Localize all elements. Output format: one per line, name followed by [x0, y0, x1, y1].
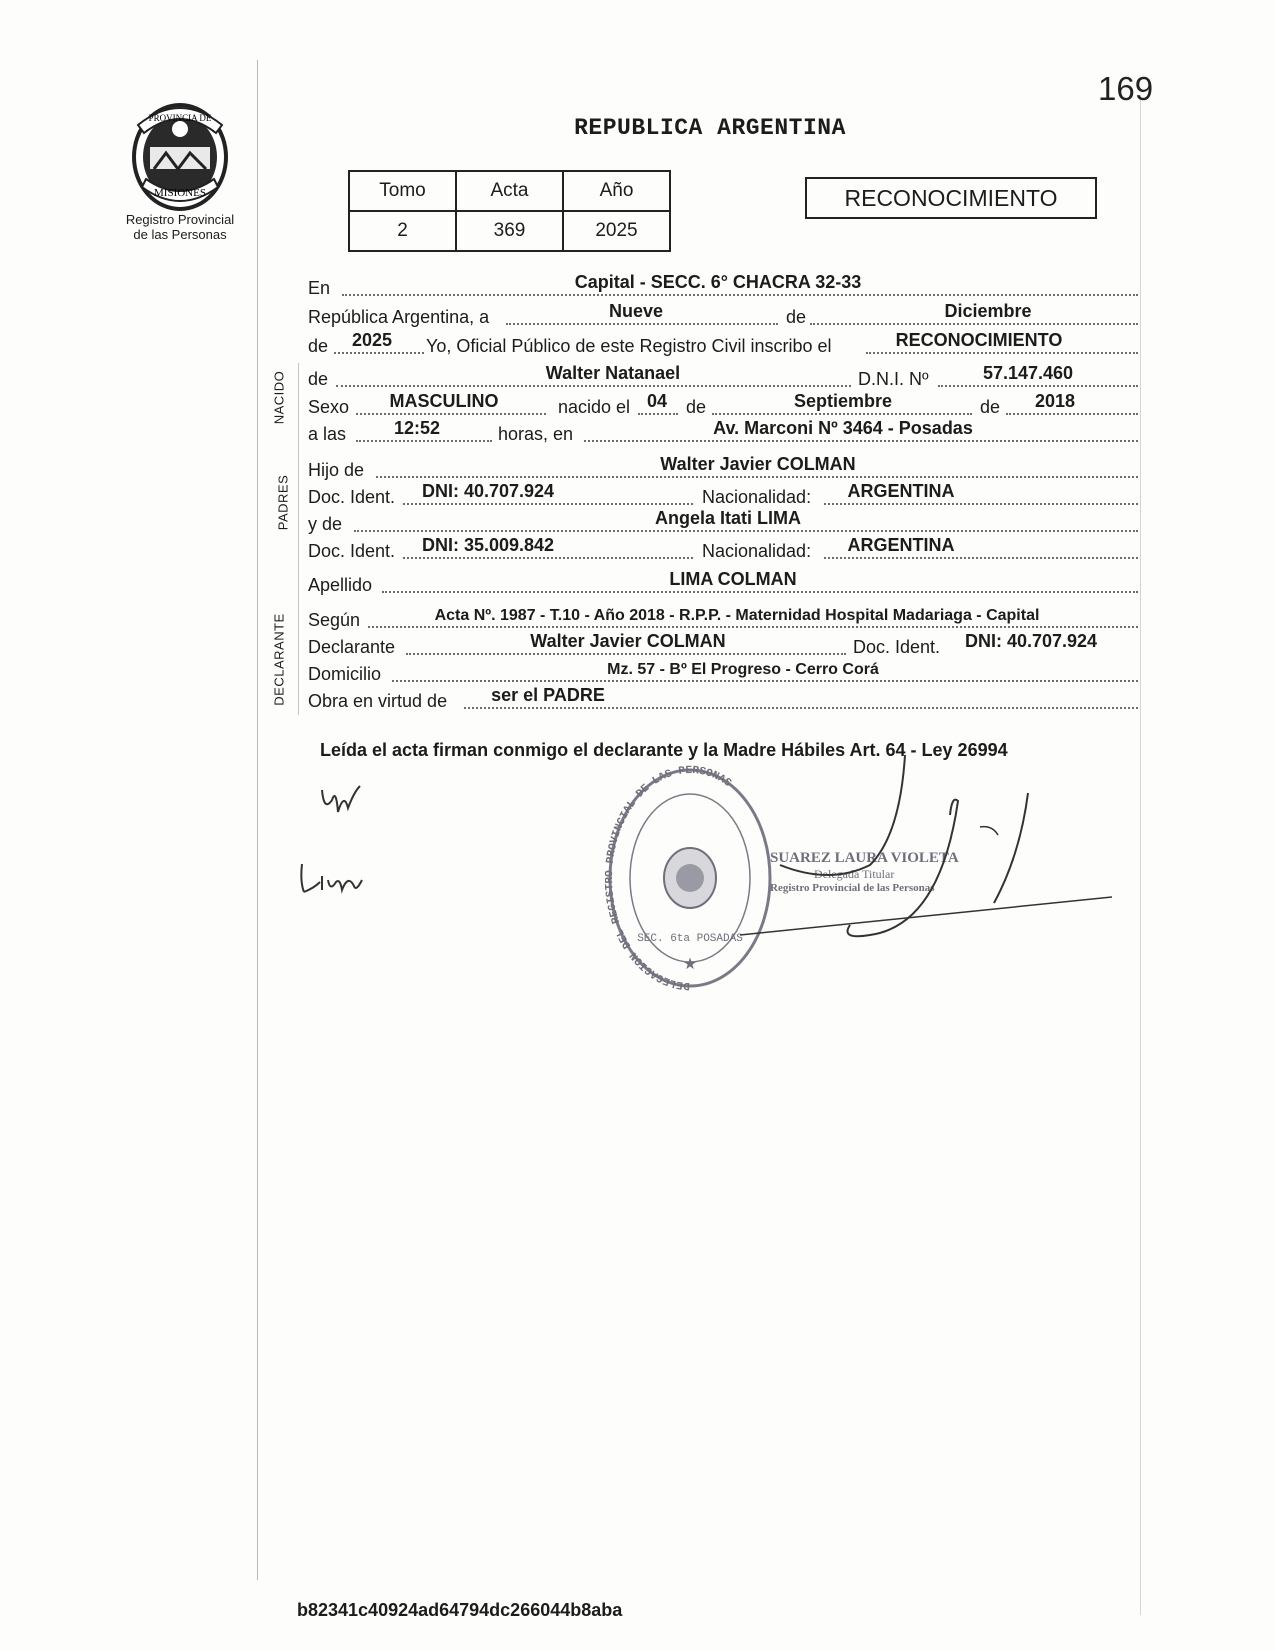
declarant-basis: ser el PADRE	[491, 685, 605, 705]
dotted-line	[342, 294, 1138, 296]
declarant-signature	[318, 782, 378, 827]
officer-name: SUAREZ LAURA VIOLETA	[770, 850, 959, 866]
act-type-box: RECONOCIMIENTO	[805, 177, 1097, 219]
value-tomo: 2	[349, 211, 456, 251]
father-doc: DNI: 40.707.924	[421, 481, 555, 501]
row-mother	[308, 507, 1138, 537]
child-sex: MASCULINO	[389, 391, 499, 411]
child-name-label: de	[308, 369, 329, 389]
place-label: En	[308, 278, 331, 298]
dotted-line	[866, 352, 1138, 354]
dotted-line	[336, 385, 851, 387]
dotted-line	[334, 352, 424, 354]
inscription-year: 2025	[351, 330, 393, 350]
birth-place-label: horas, en	[498, 424, 574, 444]
surname-label: Apellido	[308, 575, 373, 595]
dotted-line	[938, 385, 1138, 387]
officer-org: Registro Provincial de las Personas	[770, 882, 935, 894]
row-birth-time-place	[308, 417, 1138, 447]
child-dni-label: D.N.I. Nº	[858, 369, 929, 389]
date-de-label: de	[786, 307, 807, 327]
birth-month-label: de	[686, 397, 707, 417]
mother-name: Angela Itati LIMA	[654, 508, 801, 528]
header-tomo: Tomo	[349, 171, 456, 211]
dotted-line	[356, 440, 492, 442]
segun-label: Según	[308, 610, 361, 630]
stamp-ring-text: DELEGACION DEL REGISTRO PROVINCIAL DE LAS PERSONAS	[605, 764, 734, 992]
logo-caption-line2: de las Personas	[133, 227, 227, 242]
father-nationality-label: Nacionalidad:	[702, 487, 812, 507]
father-name: Walter Javier COLMAN	[660, 454, 856, 474]
child-name: Walter Natanael	[545, 363, 681, 383]
declarant-address: Mz. 57 - Bº El Progreso - Cerro Corá	[607, 661, 879, 678]
row-father	[308, 453, 1138, 483]
stamp-star-icon: ★	[682, 956, 698, 973]
dotted-line	[464, 707, 1138, 709]
mother-label: y de	[308, 514, 343, 534]
province-seal-logo	[120, 95, 240, 215]
dotted-line	[356, 413, 546, 415]
inscription-text: Yo, Oficial Público de este Registro Civil inscribo el	[426, 336, 832, 356]
declarant-label: Declarante	[308, 637, 396, 657]
section-label-nacido: NACIDO	[271, 370, 287, 425]
address-label: Domicilio	[308, 664, 382, 684]
dotted-line	[506, 323, 778, 325]
page-number: 169	[1098, 70, 1154, 107]
child-dni: 57.147.460	[982, 363, 1074, 383]
father-doc-label: Doc. Ident.	[308, 487, 396, 507]
mother-signature	[296, 858, 376, 903]
dotted-line	[403, 503, 693, 505]
place-value: Capital - SECC. 6° CHACRA 32-33	[574, 272, 862, 292]
section-label-declarante: DECLARANTE	[271, 613, 287, 706]
reference-table	[348, 170, 671, 252]
inscription-de-label: de	[308, 336, 329, 356]
born-label: nacido el	[558, 397, 631, 417]
page-title: REPUBLICA ARGENTINA	[574, 115, 846, 141]
row-place	[308, 271, 1138, 301]
dotted-line	[392, 680, 1138, 682]
row-declarant	[308, 630, 1138, 660]
section-label-padres: PADRES	[275, 474, 291, 531]
dotted-line	[810, 323, 1138, 325]
basis-label: Obra en virtud de	[308, 691, 448, 711]
dotted-line	[638, 413, 678, 415]
dotted-line	[368, 626, 1138, 628]
row-basis	[308, 684, 1138, 714]
dotted-line	[406, 653, 846, 655]
value-acta: 369	[456, 211, 563, 251]
declarant-name: Walter Javier COLMAN	[530, 631, 726, 651]
birth-year: 2018	[1034, 391, 1076, 411]
father-label: Hijo de	[308, 460, 365, 480]
header-anio: Año	[563, 171, 670, 211]
logo-caption-line1: Registro Provincial	[125, 212, 235, 227]
row-child-birth	[308, 390, 1138, 420]
dotted-line	[1006, 413, 1138, 415]
logo-caption	[100, 212, 260, 242]
left-margin-line	[257, 60, 258, 1580]
right-margin-line	[1140, 95, 1141, 1615]
dotted-line	[403, 557, 693, 559]
mother-doc-label: Doc. Ident.	[308, 541, 396, 561]
officer-signature	[740, 755, 1120, 960]
section-divider-line	[298, 363, 299, 715]
dotted-line	[824, 503, 1138, 505]
header-acta: Acta	[456, 171, 563, 211]
row-segun	[308, 603, 1138, 633]
birth-place: Av. Marconi Nº 3464 - Posadas	[713, 418, 973, 438]
date-label: República Argentina, a	[308, 307, 490, 327]
mother-nationality: ARGENTINA	[847, 535, 955, 555]
inscription-act-type: RECONOCIMIENTO	[895, 330, 1063, 350]
declarant-doc-label: Doc. Ident.	[853, 637, 941, 657]
birth-month: Septiembre	[793, 391, 893, 411]
date-month: Diciembre	[944, 301, 1032, 321]
value-anio: 2025	[563, 211, 670, 251]
birth-year-label: de	[980, 397, 1001, 417]
dotted-line	[712, 413, 972, 415]
surname: LIMA COLMAN	[669, 569, 797, 589]
father-nationality: ARGENTINA	[847, 481, 955, 501]
mother-doc: DNI: 35.009.842	[421, 535, 555, 555]
time-label: a las	[308, 424, 347, 444]
row-date	[308, 300, 1138, 330]
dotted-line	[376, 476, 1138, 478]
officer-title: Delegada Titular	[814, 867, 895, 881]
legal-statement: Leída el acta firman conmigo el declarante y la Madre Hábiles Art. 64 - Ley 26994	[320, 740, 1008, 760]
dotted-line	[354, 530, 1138, 532]
declarant-doc: DNI: 40.707.924	[964, 631, 1098, 651]
date-day: Nueve	[608, 301, 664, 321]
row-address	[308, 657, 1138, 687]
mother-nationality-label: Nacionalidad:	[702, 541, 812, 561]
row-mother-doc	[308, 534, 1138, 564]
birth-time: 12:52	[393, 418, 441, 438]
sex-label: Sexo	[308, 397, 350, 417]
dotted-line	[824, 557, 1138, 559]
document-hash: b82341c40924ad64794dc266044b8aba	[297, 1600, 623, 1620]
stamp-inner-text: SEC. 6ta POSADAS	[637, 933, 743, 945]
row-surname	[308, 568, 1138, 598]
birth-day: 04	[646, 391, 668, 411]
logo-seal-text-bottom: MISIONES	[154, 187, 206, 199]
segun-reference: Acta Nº. 1987 - T.10 - Año 2018 - R.P.P. - Maternidad Hospital Madariaga - Capital	[434, 607, 1040, 624]
dotted-line	[382, 591, 1138, 593]
row-child-name	[308, 362, 1138, 392]
row-inscription	[308, 329, 1138, 359]
row-father-doc	[308, 480, 1138, 510]
logo-seal-text-top: PROVINCIA DE	[148, 113, 212, 123]
dotted-line	[584, 440, 1138, 442]
